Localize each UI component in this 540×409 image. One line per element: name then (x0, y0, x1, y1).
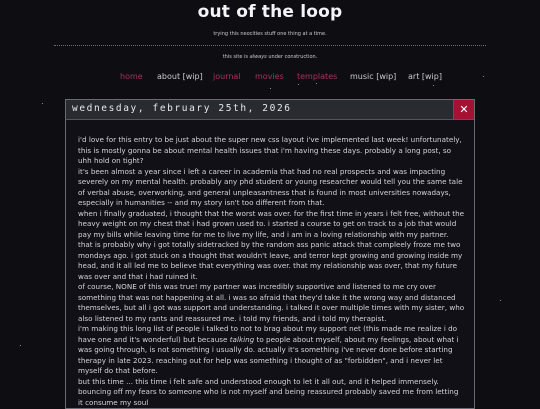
construction-text-end: under construction. (266, 54, 318, 60)
nav-link-home[interactable]: home (120, 72, 143, 81)
close-icon: ✕ (459, 103, 469, 116)
entry-text: i'm making this long list of people i talked to not to brag about my support net (this made me realize i do have one and it's wonderful) but because (78, 324, 458, 344)
nav-link-templates[interactable]: templates (297, 72, 338, 81)
nav-link-journal[interactable]: journal (213, 72, 241, 81)
entry-date: wednesday, february 25th, 2026 (72, 103, 292, 114)
entry-title-bar (66, 100, 474, 120)
background-speck (433, 85, 434, 86)
nav-link-art[interactable]: art [wip] (408, 72, 442, 81)
construction-notice (0, 54, 540, 60)
journal-entry-window (65, 99, 475, 409)
entry-emphasis: talking (229, 334, 255, 344)
entry-paragraph: but this time ... this time i felt safe and understood enough to let it all out, and it helped immensely. bouncing off my fears to someone who is not myself and being reassured probably saved me from letting it consume my soul (78, 376, 459, 407)
entry-paragraph: it's been almost a year since i left a career in academia that had no real prospects and was impacting severely on my mental health. probably any phd student or young researcher would tell you the same tale of verbal abuse, overworking, and general unpleasantness that is found in most universities nowadays, especially in humanities -- and my story isn't too different from that. (78, 166, 463, 207)
close-button[interactable] (453, 100, 474, 119)
entry-paragraph: i'd love for this entry to be just about the super new css layout i've implemented last week! unfortunately, this is mostly gonna be about mental health issues that i'm having these days. probably a long post, so uhh hold on tight? (78, 135, 462, 165)
nav-link-about[interactable]: about [wip] (157, 72, 203, 81)
entry-paragraph: of course, NONE of this was true! my partner was incredibly supportive and listened to me cry over something that was not happening at all. i was so afraid that they'd take it the wrong way and distanced themselves, but all i got was support and understanding. i talked it over multiple times with my sister, who also listened to my rants and reassured me. i told my friends, and i told my therapist. (78, 282, 465, 323)
background-speck (270, 88, 271, 89)
construction-emphasis: always (249, 54, 267, 60)
background-speck (298, 84, 299, 85)
entry-paragraph: when i finally graduated, i thought that the worst was over. for the first time in years i felt free, without the heavy weight on my chest that i had grown used to. i started a course to get on track to a job that would pay my bills while leaving time for me to live my life, and i am in a loving relationship with my partner. (78, 208, 465, 239)
nav-link-music[interactable]: music [wip] (350, 72, 397, 81)
background-speck (42, 103, 43, 104)
site-title: out of the loop (197, 2, 343, 22)
main-nav (0, 72, 540, 84)
entry-text: to people about myself, about my feelings, about what i was going through, is not something i usually do. actually it's something i've never done before starting therapy in late 2023. reaching out for help was something i thought of as "forbidden", and i never let myself do that before. (78, 334, 459, 375)
entry-paragraph: that is probably why i got totally sidetracked by the random ass panic attack that compleely froze me two mondays ago. i got stuck on a thought that wouldn't leave, and terror kept growing and growing inside my head, and it all led me to believe that everything was over. that my relationship was over, that my future was over and that i had ruined it. (78, 240, 463, 281)
background-speck (20, 345, 21, 346)
construction-text-start: this site is (222, 54, 250, 60)
header-divider (54, 45, 486, 46)
entry-body (78, 135, 465, 408)
background-speck (500, 300, 501, 301)
nav-link-movies[interactable]: movies (255, 72, 284, 81)
site-tagline: trying this neocities stuff one thing at a time. (213, 31, 327, 37)
entry-paragraph (78, 324, 465, 377)
